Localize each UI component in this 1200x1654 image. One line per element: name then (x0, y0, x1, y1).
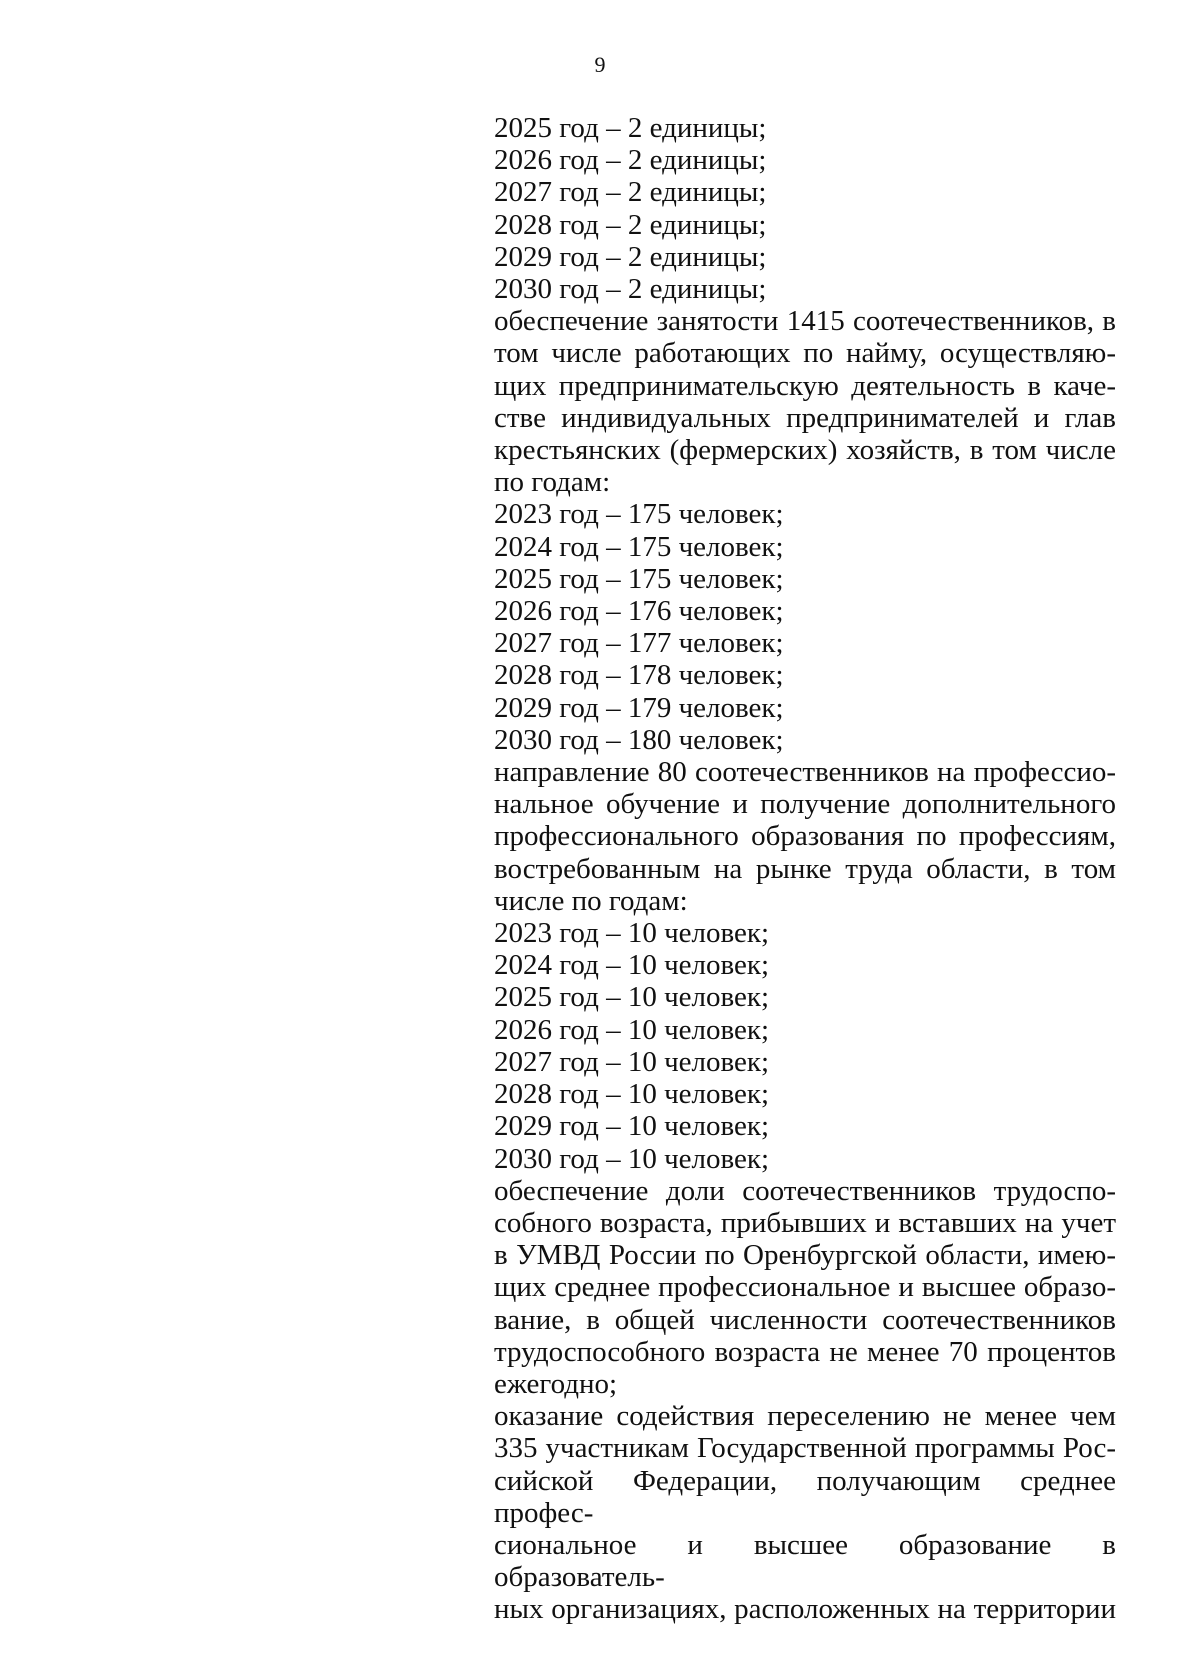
block2 (494, 498, 1116, 756)
paragraph-line: том числе работающих по найму, осуществляю- (494, 337, 1116, 370)
paragraph-line: обеспечение занятости 1415 соотечественников, в (494, 305, 1116, 338)
paragraph-line: щих предпринимательскую деятельность в каче- (494, 369, 1116, 402)
paragraph-resettlement (494, 1400, 1116, 1625)
list-item: 2026 год – 176 человек; (494, 595, 784, 628)
paragraph-line: обеспечение доли соотечественников трудоспо- (494, 1174, 1116, 1207)
list-item: 2025 год – 2 единицы; (494, 112, 767, 144)
paragraph-line: трудоспособного возраста не менее 70 процентов (494, 1335, 1116, 1368)
paragraph-line: вание, в общей численности соотечественников (494, 1303, 1116, 1336)
document-body (494, 112, 1116, 1626)
block3 (494, 917, 1116, 1175)
paragraph-line: ных организациях, расположенных на территории (494, 1593, 1116, 1626)
paragraph-line: в УМВД России по Оренбургской области, имею- (494, 1239, 1116, 1272)
list-item: 2026 год – 10 человек; (494, 1013, 770, 1046)
list-item: 2030 год – 180 человек; (494, 723, 784, 756)
list-item: 2024 год – 10 человек; (494, 949, 770, 982)
paragraph-line: стве индивидуальных предпринимателей и глав (494, 401, 1116, 434)
list-item: 2028 год – 178 человек; (494, 659, 784, 692)
list-item: 2028 год – 2 единицы; (494, 208, 767, 241)
paragraph-line: числе по годам: (494, 884, 688, 917)
paragraph-employment (494, 305, 1116, 498)
list-item: 2030 год – 2 единицы; (494, 273, 767, 306)
paragraph-line: крестьянских (фермерских) хозяйств, в том числе (494, 434, 1116, 467)
list-item: 2025 год – 10 человек; (494, 981, 770, 1014)
list-item: 2030 год – 10 человек; (494, 1142, 770, 1175)
paragraph-line: щих среднее профессиональное и высшее образо- (494, 1271, 1116, 1304)
paragraph-line: собного возраста, прибывших и вставших на учет (494, 1206, 1116, 1239)
paragraph-line: сийской Федерации, получающим среднее профес- (494, 1464, 1116, 1529)
paragraph-line: по годам: (494, 466, 611, 499)
list-item: 2029 год – 179 человек; (494, 691, 784, 724)
list-item: 2023 год – 175 человек; (494, 498, 784, 531)
paragraph-line: нальное обучение и получение дополнительного (494, 788, 1116, 821)
page-number: 9 (594, 52, 606, 77)
paragraph-education-share (494, 1175, 1116, 1400)
paragraph-line: оказание содействия переселению не менее чем (494, 1400, 1116, 1433)
list-item: 2029 год – 2 единицы; (494, 240, 767, 273)
list-item: 2027 год – 2 единицы; (494, 176, 767, 209)
paragraph-line: профессионального образования по профессиям, (494, 820, 1116, 853)
list-item: 2025 год – 175 человек; (494, 562, 784, 595)
list-item: 2027 год – 177 человек; (494, 627, 784, 660)
block1 (494, 112, 1116, 305)
list-item: 2024 год – 175 человек; (494, 530, 784, 563)
list-item: 2023 год – 10 человек; (494, 917, 770, 950)
list-item: 2026 год – 2 единицы; (494, 144, 767, 177)
paragraph-training (494, 756, 1116, 917)
list-item: 2028 год – 10 человек; (494, 1078, 770, 1111)
paragraph-line: направление 80 соотечественников на профессио- (494, 756, 1116, 789)
list-item: 2027 год – 10 человек; (494, 1045, 770, 1078)
paragraph-line: сиональное и высшее образование в образователь- (494, 1528, 1116, 1594)
paragraph-line: востребованным на рынке труда области, в том (494, 852, 1116, 885)
paragraph-line: 335 участникам Государственной программы Рос- (494, 1432, 1116, 1465)
list-item: 2029 год – 10 человек; (494, 1110, 770, 1143)
paragraph-line: ежегодно; (494, 1367, 618, 1400)
